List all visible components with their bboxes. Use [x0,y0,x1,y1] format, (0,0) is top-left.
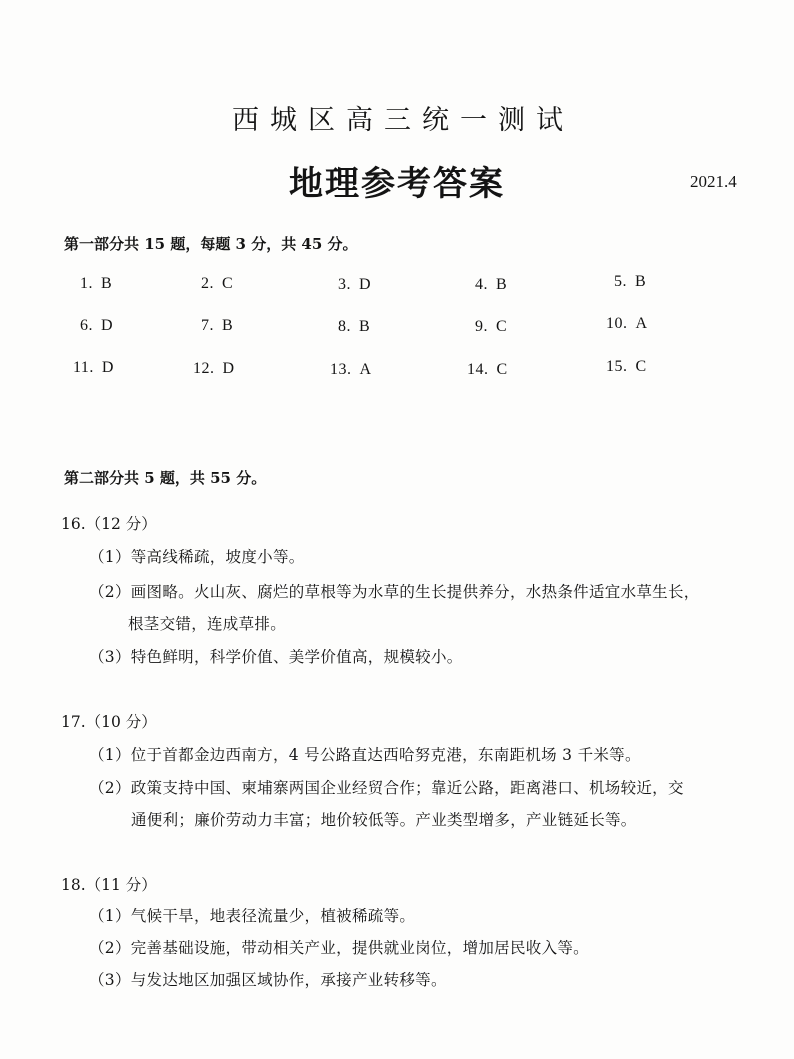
answer-choice: B [359,318,371,335]
question-number: 10. [606,315,628,332]
question-number: 4. [475,276,488,293]
answer-item [80,275,112,293]
answer-choice: B [496,276,508,293]
answer-item [467,361,508,379]
question-17-heading: 17.（10 分） [61,713,157,731]
question-number: 12. [193,360,215,377]
question-16-answer-3: （3）特色鲜明，科学价值、美学价值高，规模较小。 [89,648,463,666]
exam-date: 2021.4 [690,172,737,191]
answer-choice: D [359,276,372,293]
question-number: 7. [201,317,214,334]
answer-item [606,315,648,333]
question-number: 14. [467,361,489,378]
exam-title: 西城区高三统一测试 [232,105,574,136]
answer-choice: A [635,315,648,332]
question-number: 1. [80,275,93,292]
answer-choice: B [635,273,647,290]
answer-item [193,360,235,378]
answer-item [80,317,113,335]
answer-choice: C [222,275,234,292]
answer-item [338,276,371,294]
question-17-answer-2-cont: 通便利；廉价劳动力丰富；地价较低等。产业类型增多，产业链延长等。 [131,811,637,829]
answer-choice: A [359,361,372,378]
question-18-heading: 18.（11 分） [61,876,157,894]
question-number: 15. [606,358,628,375]
answer-item [330,361,372,379]
question-16-answer-1: （1）等高线稀疏，坡度小等。 [89,548,305,566]
question-17-answer-2: （2）政策支持中国、柬埔寨两国企业经贸合作；靠近公路，距离港口、机场较近，交 [89,779,684,797]
question-18-answer-1: （1）气候干旱，地表径流量少，植被稀疏等。 [89,907,416,925]
answer-item [201,275,233,293]
question-16-heading: 16.（12 分） [61,515,157,533]
answer-item [614,273,646,291]
question-number: 8. [338,318,351,335]
answer-choice: B [222,317,234,334]
question-16-answer-2-cont: 根茎交错，连成草排。 [128,615,287,633]
answer-item [475,276,507,294]
answer-choice: B [101,275,113,292]
question-number: 9. [475,318,488,335]
answer-choice: D [101,359,114,376]
question-number: 5. [614,273,627,290]
answer-item [606,358,647,376]
question-number: 11. [73,359,94,376]
question-17-answer-1: （1）位于首都金边西南方，4 号公路直达西哈努克港，东南距机场 3 千米等。 [89,746,641,764]
answer-choice: D [222,360,235,377]
answer-item [73,359,114,377]
question-18-answer-3: （3）与发达地区加强区域协作，承接产业转移等。 [89,971,447,989]
answer-choice: D [101,317,114,334]
answer-item [338,318,370,336]
question-number: 3. [338,276,351,293]
question-18-answer-2: （2）完善基础设施，带动相关产业，提供就业岗位，增加居民收入等。 [89,939,589,957]
part1-heading: 第一部分共 15 题，每题 3 分，共 45 分。 [64,235,358,253]
question-number: 6. [80,317,93,334]
answer-key-title: 地理参考答案 [289,164,505,204]
question-number: 2. [201,275,214,292]
question-16-answer-2: （2）画图略。火山灰、腐烂的草根等为水草的生长提供养分，水热条件适宜水草生长， [89,583,700,601]
question-number: 13. [330,361,352,378]
answer-choice: C [635,358,647,375]
answer-item [475,318,507,336]
answer-item [201,317,233,335]
answer-choice: C [496,361,508,378]
answer-choice: C [496,318,508,335]
part2-heading: 第二部分共 5 题，共 55 分。 [64,469,267,487]
